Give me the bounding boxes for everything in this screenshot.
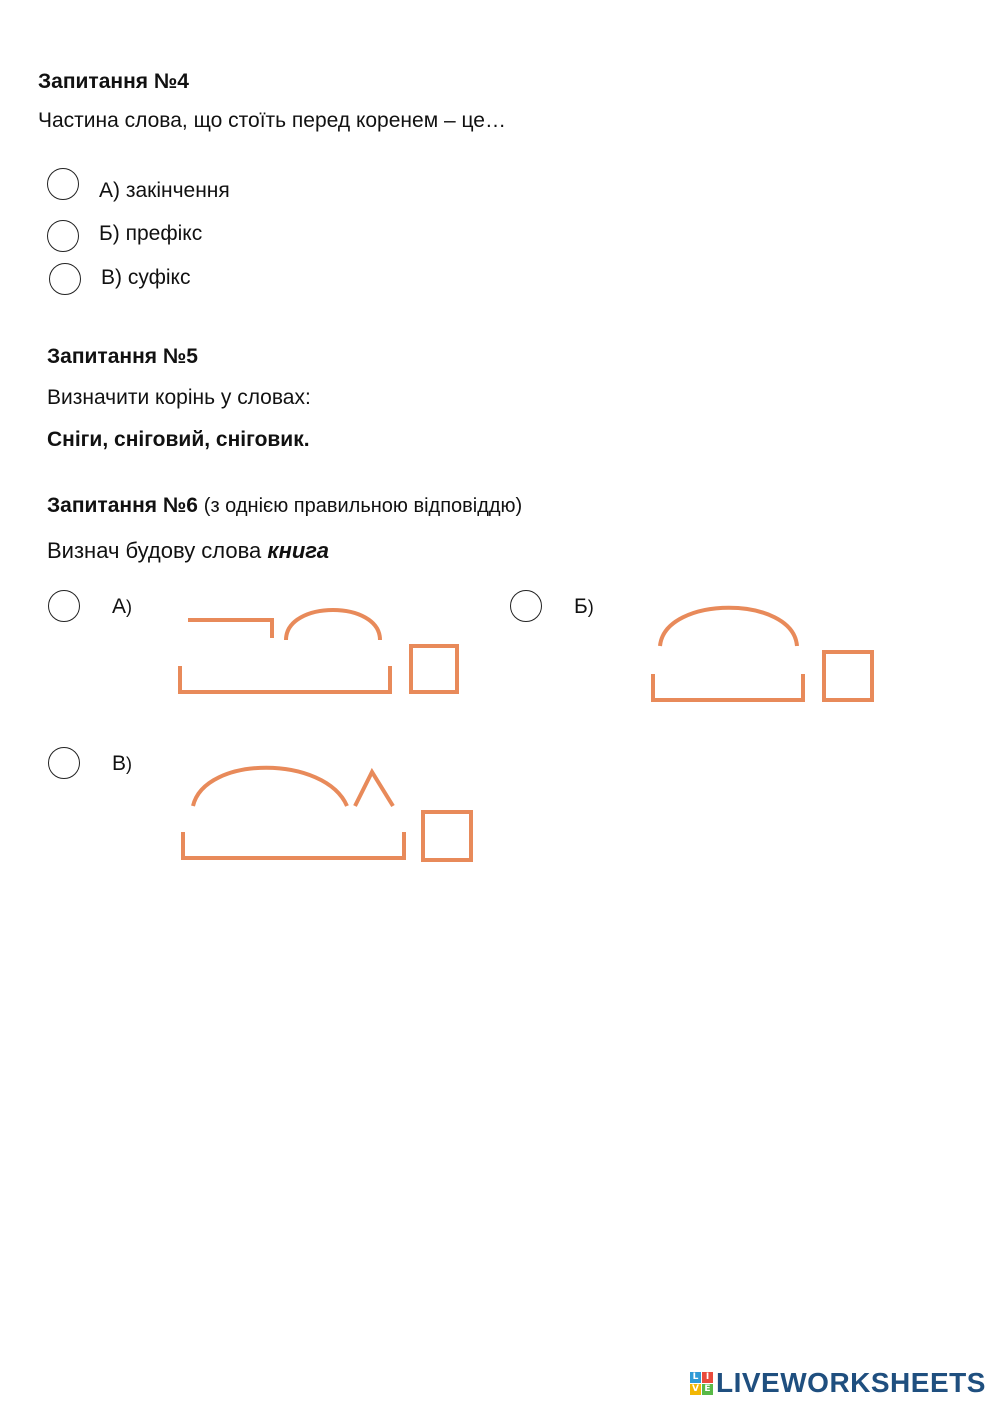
q5-text: Визначити корінь у словах: xyxy=(47,386,311,409)
q6-option-a-scheme xyxy=(170,600,465,700)
q6-heading xyxy=(47,494,522,518)
q6-question xyxy=(47,538,329,564)
q6-option-a-radio[interactable] xyxy=(48,590,80,622)
q4-option-b-label: Б) префікс xyxy=(99,222,203,245)
q6-text: Визнач будову слова xyxy=(47,538,268,563)
q6-option-b-radio[interactable] xyxy=(510,590,542,622)
q5-title: Запитання №5 xyxy=(47,345,198,368)
root-mark xyxy=(660,608,797,646)
q4-option-b-radio[interactable] xyxy=(47,220,79,252)
q6-note: (з однією правильною відповіддю) xyxy=(203,495,523,517)
ending-box xyxy=(411,646,457,692)
q4-option-c-label: В) суфікс xyxy=(101,266,191,289)
q6-word: книга xyxy=(267,538,329,563)
root-mark xyxy=(193,768,347,806)
q6-option-b-scheme xyxy=(645,600,880,705)
q4-text: Частина слова, що стоїть перед коренем – це… xyxy=(38,109,506,132)
ending-box xyxy=(423,812,471,860)
q5-words: Сніги, сніговий, сніговик. xyxy=(47,428,310,451)
logo-text: LIVEWORKSHEETS xyxy=(716,1367,986,1398)
ending-bracket xyxy=(180,666,390,692)
q6-option-c-label: В) xyxy=(112,752,133,775)
ending-bracket xyxy=(653,674,803,700)
root-mark xyxy=(286,610,380,640)
q4-title: Запитання №4 xyxy=(38,70,189,93)
q6-option-c-radio[interactable] xyxy=(48,747,80,779)
ending-box xyxy=(824,652,872,700)
q4-option-a-radio[interactable] xyxy=(47,168,79,200)
prefix-mark xyxy=(188,620,272,638)
q6-title: Запитання №6 xyxy=(47,494,198,517)
q6-option-b-label: Б) xyxy=(574,595,594,618)
q6-option-c-scheme xyxy=(175,760,480,865)
q4-option-c-radio[interactable] xyxy=(49,263,81,295)
q6-option-a-label: А) xyxy=(112,595,133,618)
liveworksheets-logo xyxy=(690,1368,986,1398)
suffix-mark xyxy=(355,772,393,806)
logo-badge-icon: L I V E xyxy=(690,1372,713,1395)
q4-option-a-label: А) закінчення xyxy=(99,179,230,202)
ending-bracket xyxy=(183,832,404,858)
